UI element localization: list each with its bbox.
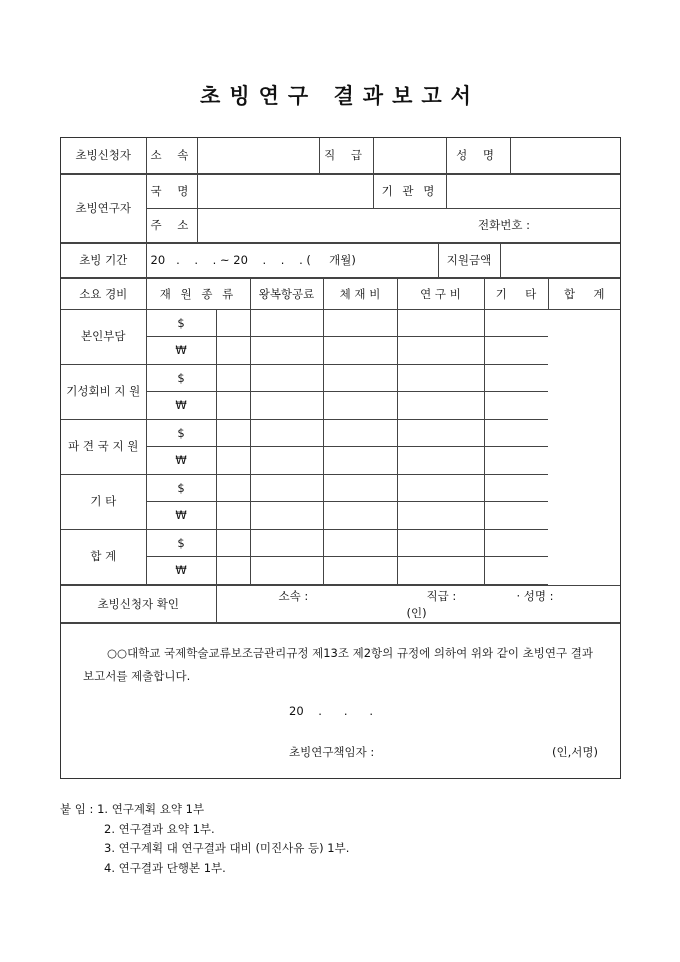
- confirm-name: · 성명 :: [516, 588, 554, 603]
- applicant-name-field[interactable]: [510, 138, 620, 173]
- currency-dollar-icon: $: [146, 529, 216, 557]
- researcher-table: [61, 174, 620, 243]
- budget-table: [61, 278, 620, 585]
- budget-amount-field[interactable]: [397, 502, 484, 530]
- budget-amount-field[interactable]: [250, 557, 323, 585]
- period-table: [61, 243, 620, 278]
- budget-amount-field[interactable]: [216, 447, 250, 475]
- budget-amount-field[interactable]: [484, 529, 548, 557]
- budget-amount-field[interactable]: [397, 364, 484, 392]
- statement-sign: (인,서명): [552, 744, 598, 759]
- budget-amount-field[interactable]: [250, 392, 323, 420]
- budget-row: [61, 529, 620, 557]
- budget-amount-field[interactable]: [397, 447, 484, 475]
- budget-group-label: 본인부담: [61, 309, 146, 364]
- researcher-address-label: 주 소: [146, 208, 197, 242]
- currency-won-icon: ₩: [146, 557, 216, 585]
- applicant-position-label: 직 급: [319, 138, 373, 173]
- budget-amount-field[interactable]: [484, 447, 548, 475]
- budget-amount-field[interactable]: [250, 337, 323, 365]
- phone-label: 전화번호 :: [478, 218, 530, 232]
- budget-row: [61, 364, 620, 392]
- budget-amount-field[interactable]: [216, 502, 250, 530]
- attachments-label: 붙 임 :: [60, 802, 94, 816]
- budget-header-airfare: 왕복항공료: [250, 278, 323, 309]
- researcher-country-field[interactable]: [197, 174, 373, 208]
- confirm-affiliation: 소속 :: [278, 588, 309, 603]
- researcher-label: 초빙연구자: [61, 174, 146, 242]
- budget-amount-field[interactable]: [484, 502, 548, 530]
- statement-signer: 초빙연구책임자 :: [289, 744, 375, 759]
- applicant-affiliation-field[interactable]: [197, 138, 319, 173]
- attachment-item: 3. 연구계획 대 연구결과 대비 (미진사유 등) 1부.: [104, 841, 350, 855]
- budget-amount-field[interactable]: [323, 364, 397, 392]
- budget-amount-field[interactable]: [323, 392, 397, 420]
- researcher-institution-label: 기 관 명: [373, 174, 446, 208]
- currency-dollar-icon: $: [146, 474, 216, 502]
- budget-amount-field[interactable]: [216, 529, 250, 557]
- budget-amount-field[interactable]: [250, 447, 323, 475]
- confirm-field[interactable]: [216, 585, 620, 622]
- budget-amount-field[interactable]: [216, 557, 250, 585]
- budget-amount-field[interactable]: [216, 309, 250, 337]
- budget-row: [61, 474, 620, 502]
- budget-group-label: 파 견 국 지 원: [61, 419, 146, 474]
- currency-won-icon: ₩: [146, 447, 216, 475]
- applicant-researcher-table: [61, 138, 620, 174]
- currency-won-icon: ₩: [146, 502, 216, 530]
- budget-group-label: 기 타: [61, 474, 146, 529]
- attachment-item: 1. 연구계획 요약 1부: [97, 802, 205, 816]
- currency-won-icon: ₩: [146, 392, 216, 420]
- budget-amount-field[interactable]: [250, 364, 323, 392]
- budget-row: [61, 419, 620, 447]
- period-field[interactable]: 20 . . . ~ 20 . . . ( 개월): [146, 243, 438, 277]
- applicant-affiliation-label: 소 속: [146, 138, 197, 173]
- budget-amount-field[interactable]: [216, 392, 250, 420]
- budget-group-label: 기성회비 지 원: [61, 364, 146, 419]
- budget-amount-field[interactable]: [250, 309, 323, 337]
- budget-amount-field[interactable]: [323, 502, 397, 530]
- budget-amount-field[interactable]: [484, 474, 548, 502]
- budget-amount-field[interactable]: [397, 557, 484, 585]
- budget-row: [61, 309, 620, 337]
- budget-header-stay: 체 재 비: [323, 278, 397, 309]
- budget-amount-field[interactable]: [323, 447, 397, 475]
- budget-amount-field[interactable]: [484, 392, 548, 420]
- budget-amount-field[interactable]: [323, 309, 397, 337]
- attachment-item: 4. 연구결과 단행본 1부.: [104, 860, 226, 875]
- budget-amount-field[interactable]: [216, 337, 250, 365]
- budget-amount-field[interactable]: [323, 529, 397, 557]
- budget-label: 소요 경비: [61, 278, 146, 309]
- report-form: [60, 137, 621, 779]
- budget-header-source: 재 원 종 류: [146, 278, 250, 309]
- budget-amount-field[interactable]: [250, 502, 323, 530]
- budget-amount-field[interactable]: [216, 474, 250, 502]
- statement-section: [61, 623, 620, 778]
- budget-amount-field[interactable]: [397, 392, 484, 420]
- confirm-table: [61, 585, 620, 623]
- currency-won-icon: ₩: [146, 337, 216, 365]
- attachment-item: 2. 연구결과 요약 1부.: [104, 821, 215, 836]
- confirm-seal: (인): [406, 605, 427, 620]
- budget-header-research: 연 구 비: [397, 278, 484, 309]
- budget-amount-field[interactable]: [216, 419, 250, 447]
- confirm-position: 직급 :: [426, 588, 457, 603]
- budget-amount-field[interactable]: [323, 557, 397, 585]
- researcher-address-field[interactable]: [197, 208, 620, 242]
- applicant-label: 초빙신청자: [61, 138, 146, 173]
- budget-amount-field[interactable]: [484, 309, 548, 337]
- budget-amount-field[interactable]: [323, 419, 397, 447]
- budget-group-label: 합 계: [61, 529, 146, 584]
- budget-amount-field[interactable]: [250, 529, 323, 557]
- currency-dollar-icon: $: [146, 419, 216, 447]
- budget-amount-field[interactable]: [250, 419, 323, 447]
- budget-amount-field[interactable]: [397, 419, 484, 447]
- budget-amount-field[interactable]: [397, 529, 484, 557]
- attachments: [60, 800, 349, 878]
- researcher-country-label: 국 명: [146, 174, 197, 208]
- statement-text: ○○대학교 국제학술교류보조금관리규정 제13조 제2항의 규정에 의하여 위와 같이 초빙연구 결과보고서를 제출합니다.: [83, 645, 593, 683]
- budget-amount-field[interactable]: [484, 557, 548, 585]
- budget-amount-field[interactable]: [484, 364, 548, 392]
- period-label: 초빙 기간: [61, 243, 146, 277]
- currency-dollar-icon: $: [146, 364, 216, 392]
- budget-header-other: 기 타: [484, 278, 548, 309]
- budget-amount-field[interactable]: [323, 474, 397, 502]
- confirm-label: 초빙신청자 확인: [61, 585, 216, 622]
- currency-dollar-icon: $: [146, 309, 216, 337]
- budget-amount-field[interactable]: [397, 337, 484, 365]
- statement-date[interactable]: 20 . . .: [289, 703, 374, 718]
- support-amount-field[interactable]: [500, 243, 620, 277]
- page-title: 초빙연구 결과보고서: [200, 83, 480, 108]
- applicant-position-field[interactable]: [373, 138, 446, 173]
- budget-amount-field[interactable]: [397, 474, 484, 502]
- budget-amount-field[interactable]: [397, 309, 484, 337]
- applicant-name-label: 성 명: [446, 138, 510, 173]
- budget-amount-field[interactable]: [323, 337, 397, 365]
- budget-amount-field[interactable]: [250, 474, 323, 502]
- budget-header-total: 합 계: [548, 278, 620, 309]
- budget-amount-field[interactable]: [484, 337, 548, 365]
- researcher-institution-field[interactable]: [446, 174, 620, 208]
- budget-amount-field[interactable]: [484, 419, 548, 447]
- support-amount-label: 지원금액: [438, 243, 500, 277]
- budget-amount-field[interactable]: [216, 364, 250, 392]
